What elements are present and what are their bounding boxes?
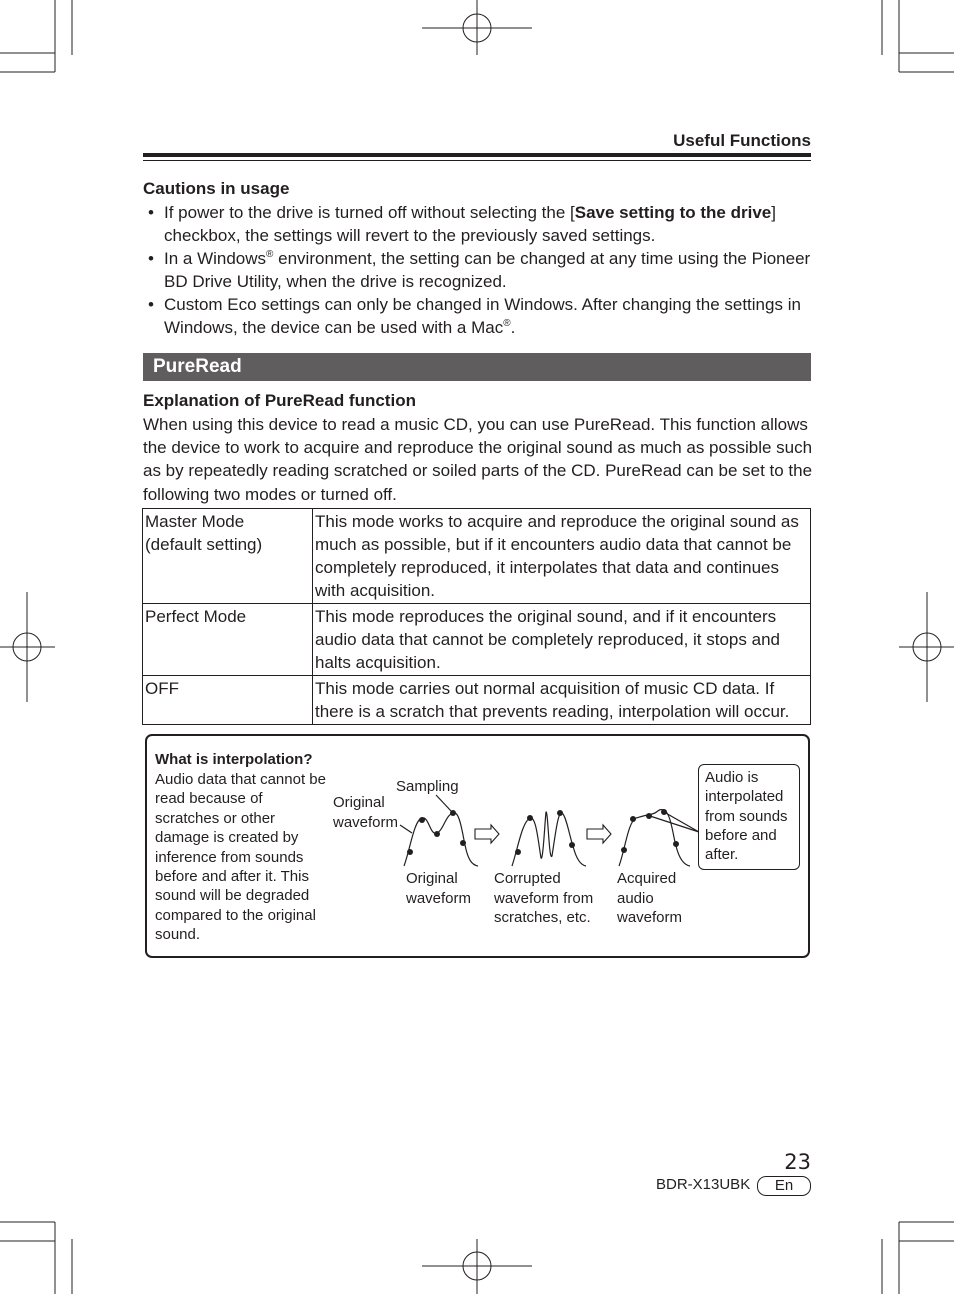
interpolation-title: What is interpolation? <box>155 751 313 768</box>
mode-name: Master Mode <box>145 512 245 531</box>
acquired-waveform-label: Acquired audio waveform <box>617 870 683 926</box>
page-number: 23 <box>784 1150 811 1174</box>
original-waveform-label-top: Original waveform <box>333 794 399 831</box>
sample-point <box>621 847 627 853</box>
sample-point <box>673 841 679 847</box>
interpolation-callout-text: Audio is interpolated from sounds before and after. <box>705 769 788 864</box>
arrow-right-icon <box>475 825 499 843</box>
caution-text: Custom Eco settings can only be changed in Windows. After changing the settings in Windows, the device can be used with a Mac <box>164 295 801 337</box>
sample-point <box>407 849 413 855</box>
caution-text: environment, the setting can be changed at any time using the Pioneer BD Drive Utility, when the drive is recognized. <box>164 249 811 291</box>
original-waveform-label: Original waveform <box>406 870 472 907</box>
sample-point <box>557 810 563 816</box>
cautions-heading: Cautions in usage <box>143 179 290 198</box>
interpolation-text: Audio data that cannot be read because of scratches or other damage is created by inference from sounds before and after it. This sound will be degraded compared to the original sound. <box>155 771 326 944</box>
corrupted-waveform-curve <box>512 812 586 866</box>
mode-name-note: (default setting) <box>145 535 263 554</box>
arrow-right-icon <box>587 825 611 843</box>
explanation-heading: Explanation of PureRead function <box>143 391 416 410</box>
caution-emphasis: Save setting to the drive <box>574 203 772 222</box>
original-waveform-curve <box>404 813 478 866</box>
sample-point <box>661 809 667 815</box>
mode-description: This mode reproduces the original sound, and if it encounters audio data that cannot be completely reproduced, it stops and halts acquisition. <box>313 604 811 676</box>
mode-name: OFF <box>145 679 179 698</box>
caution-text: If power to the drive is turned off without selecting the [ <box>164 203 575 222</box>
caution-text: . <box>510 318 516 337</box>
caution-text: ] checkbox, the settings will revert to the previously saved settings. <box>164 203 776 245</box>
registered-mark: ® <box>266 249 274 260</box>
sample-point <box>434 831 440 837</box>
sample-point <box>646 813 652 819</box>
caution-text: In a Windows <box>164 249 267 268</box>
model-name: BDR-X13UBK <box>656 1176 751 1193</box>
sample-point <box>630 816 636 822</box>
sampling-label: Sampling <box>396 778 459 795</box>
sample-point <box>419 817 425 823</box>
sampling-pointer <box>436 795 452 812</box>
sample-point <box>450 810 456 816</box>
sample-point <box>460 840 466 846</box>
sample-point <box>569 842 575 848</box>
running-header-title: Useful Functions <box>673 131 811 150</box>
corrupted-waveform-label: Corrupted waveform from scratches, etc. <box>494 870 594 926</box>
sample-point <box>527 815 533 821</box>
sample-point <box>515 849 521 855</box>
pureread-section-title: PureRead <box>153 356 242 377</box>
explanation-text: When using this device to read a music CD, you can use PureRead. This function allows the device to work to acquire and reproduce the original sound as much as possible such as by repeatedly reading scratched or soiled parts of the CD. PureRead can be set to the following two modes or turned off. <box>143 415 813 504</box>
mode-description: This mode works to acquire and reproduce the original sound as much as possible, but if it encounters audio data that cannot be completely reproduced, it interpolates that data and continues with acquisition. <box>313 509 811 604</box>
registered-mark: ® <box>503 318 511 329</box>
language-badge: En <box>757 1176 811 1196</box>
mode-name: Perfect Mode <box>145 607 247 626</box>
mode-description: This mode carries out normal acquisition of music CD data. If there is a scratch that prevents reading, interpolation will occur. <box>313 676 811 725</box>
